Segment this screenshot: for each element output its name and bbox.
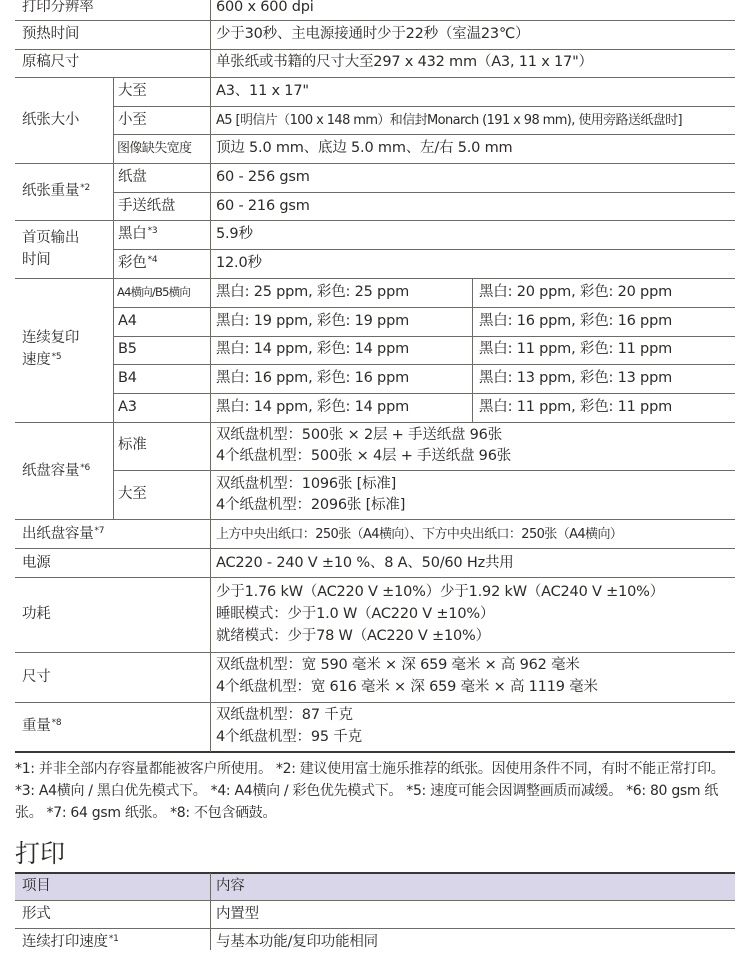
column-divider <box>210 0 211 752</box>
speed-model-b: 黑白: 11 ppm, 彩色: 11 ppm <box>479 341 672 357</box>
first-copy-color-label <box>118 253 157 274</box>
row-divider <box>15 652 735 653</box>
resolution-label: 打印分辨率 <box>22 0 94 15</box>
row-divider <box>113 134 735 135</box>
column-divider <box>210 873 211 950</box>
output-capacity-value: 上方中央出纸口：250张（A4横向）、下方中央出纸口：250张（A4横向） <box>216 527 623 542</box>
row-divider <box>113 470 735 471</box>
output-capacity-text: 出纸盘容量 <box>22 526 94 542</box>
paper-size-min-value: A5 [明信片（100 x 148 mm）和信封Monarch (191 x 98 mm), 使用旁路送纸盘时] <box>216 113 683 128</box>
bw-text: 黑白 <box>118 226 147 242</box>
original-size-value: 单张纸或书籍的尺寸大至297 x 432 mm（A3, 11 x 17"） <box>216 54 593 70</box>
output-capacity-label <box>22 524 104 545</box>
speed-size-label: A3 <box>118 399 137 415</box>
print-section-title: 打印 <box>15 839 66 868</box>
continuous-speed-label-line1: 连续复印 <box>22 330 80 346</box>
paper-size-label: 纸张大小 <box>22 112 80 128</box>
print-form-label: 形式 <box>22 906 51 922</box>
tray-capacity-label <box>22 461 90 482</box>
speed-size-label: B5 <box>118 341 137 357</box>
row-divider <box>15 49 735 50</box>
column-divider <box>113 278 114 422</box>
dimensions-label: 尺寸 <box>22 669 51 685</box>
header-content: 内容 <box>216 878 245 894</box>
dimensions-line1: 双纸盘机型：宽 590 毫米 × 深 659 毫米 × 高 962 毫米 <box>216 657 580 673</box>
column-divider <box>113 163 114 278</box>
row-divider <box>15 278 735 279</box>
row-divider <box>15 519 735 520</box>
resolution-value: 600 x 600 dpi <box>216 0 314 15</box>
row-divider <box>113 249 735 250</box>
row-divider <box>113 336 735 337</box>
tray-capacity-std-line2: 4个纸盘机型：500张 × 4层 + 手送纸盘 96张 <box>216 448 512 464</box>
paper-weight-label <box>22 181 90 202</box>
color-text: 彩色 <box>118 255 147 271</box>
tray-capacity-std-line1: 双纸盘机型：500张 × 2层 + 手送纸盘 96张 <box>216 427 502 443</box>
paper-size-max-value: A3、11 x 17" <box>216 83 309 99</box>
column-divider <box>113 77 114 163</box>
tray-capacity-std-label: 标准 <box>118 437 147 453</box>
first-copy-bw-value: 5.9秒 <box>216 226 253 242</box>
consumption-line3: 就绪模式：少于78 W（AC220 V ±10%） <box>216 628 490 644</box>
footnote-ref: *4 <box>147 255 158 265</box>
tray-capacity-max-line1: 双纸盘机型：1096张 [标准] <box>216 476 397 492</box>
paper-weight-bypass-label: 手送纸盘 <box>118 198 176 214</box>
speed-model-b: 黑白: 16 ppm, 彩色: 16 ppm <box>479 313 672 329</box>
first-copy-label-line1: 首页输出 <box>22 230 80 246</box>
footnote-ref: *7 <box>94 526 105 536</box>
row-divider <box>15 548 735 549</box>
row-divider <box>15 900 735 901</box>
row-divider <box>113 106 735 107</box>
first-copy-bw-label <box>118 224 157 245</box>
speed-model-b: 黑白: 11 ppm, 彩色: 11 ppm <box>479 399 672 415</box>
footnote-ref: *2 <box>80 183 91 193</box>
weight-line1: 双纸盘机型：87 千克 <box>216 707 353 723</box>
weight-line2: 4个纸盘机型：95 千克 <box>216 729 362 745</box>
consumption-label: 功耗 <box>22 606 51 622</box>
original-size-label: 原稿尺寸 <box>22 54 80 70</box>
first-copy-label-line2: 时间 <box>22 252 51 268</box>
speed-text: 速度 <box>22 352 51 368</box>
paper-weight-tray-label: 纸盘 <box>118 169 147 185</box>
row-divider <box>113 307 735 308</box>
table-header-background <box>15 873 735 900</box>
power-label: 电源 <box>22 555 51 571</box>
paper-size-min-label: 小至 <box>118 112 147 128</box>
continuous-speed-label-line2 <box>22 350 61 371</box>
footnote-ref: *6 <box>80 463 91 473</box>
row-divider <box>113 393 735 394</box>
print-speed-value: 与基本功能/复印功能相同 <box>216 934 378 950</box>
print-speed-text: 连续打印速度 <box>22 934 108 950</box>
speed-model-a: 黑白: 16 ppm, 彩色: 16 ppm <box>216 370 409 386</box>
tray-capacity-max-line2: 4个纸盘机型：2096张 [标准] <box>216 497 406 513</box>
paper-weight-text: 纸张重量 <box>22 183 80 199</box>
speed-size-label: A4横向/B5横向 <box>117 285 191 299</box>
row-divider <box>15 77 735 78</box>
speed-model-b: 黑白: 13 ppm, 彩色: 13 ppm <box>479 370 672 386</box>
power-value: AC220 - 240 V ±10 %、8 A、50/60 Hz共用 <box>216 555 514 571</box>
first-copy-color-value: 12.0秒 <box>216 255 262 271</box>
row-divider <box>15 220 735 221</box>
column-divider <box>472 278 473 422</box>
footnote-ref: *3 <box>147 226 158 236</box>
tray-capacity-text: 纸盘容量 <box>22 463 80 479</box>
speed-size-label: B4 <box>118 370 137 386</box>
speed-model-b: 黑白: 20 ppm, 彩色: 20 ppm <box>479 284 672 300</box>
paper-weight-tray-value: 60 - 256 gsm <box>216 169 310 185</box>
speed-model-a: 黑白: 14 ppm, 彩色: 14 ppm <box>216 341 409 357</box>
row-divider <box>15 577 735 578</box>
paper-weight-bypass-value: 60 - 216 gsm <box>216 198 310 214</box>
paper-size-max-label: 大至 <box>118 83 147 99</box>
header-item: 项目 <box>22 878 51 894</box>
row-divider <box>15 702 735 703</box>
table-top-border <box>15 872 735 874</box>
row-divider <box>15 163 735 164</box>
row-divider <box>113 192 735 193</box>
speed-model-a: 黑白: 14 ppm, 彩色: 14 ppm <box>216 399 409 415</box>
footnotes: *1: 并非全部内存容量都能被客户所使用。 *2: 建议使用富士施乐推荐的纸张。因使用条件不同，有时不能正常打印。 *3: A4横向 / 黑白优先模式下。 *4: A4横向 / 彩色优先模式下。 *5: 速度可能会因调整画质而减缓。 *6: 80 gsm 纸张。 *7: 64 gsm 纸张。 *8: 不包含硒鼓。 <box>15 761 725 821</box>
warmup-label: 预热时间 <box>22 26 80 42</box>
footnote-ref: *5 <box>51 352 62 362</box>
weight-text: 重量 <box>22 718 51 734</box>
row-divider <box>15 422 735 423</box>
speed-model-a: 黑白: 25 ppm, 彩色: 25 ppm <box>216 284 409 300</box>
image-loss-value: 顶边 5.0 mm、底边 5.0 mm、左/右 5.0 mm <box>216 140 513 156</box>
row-divider <box>15 928 735 929</box>
row-divider <box>113 364 735 365</box>
footnote-ref: *8 <box>51 718 62 728</box>
speed-model-a: 黑白: 19 ppm, 彩色: 19 ppm <box>216 313 409 329</box>
table-bottom-border <box>15 751 735 753</box>
consumption-line2: 睡眠模式：少于1.0 W（AC220 V ±10%） <box>216 606 495 622</box>
footnote-ref: *1 <box>108 934 119 944</box>
warmup-value: 少于30秒、主电源接通时少于22秒（室温23℃） <box>216 26 530 42</box>
image-loss-label: 图像缺失宽度 <box>117 141 192 156</box>
tray-capacity-max-label: 大至 <box>118 486 147 502</box>
print-form-value: 内置型 <box>216 906 259 922</box>
speed-size-label: A4 <box>118 313 137 329</box>
consumption-line1: 少于1.76 kW（AC220 V ±10%）少于1.92 kW（AC240 V ±10%） <box>216 584 665 600</box>
dimensions-line2: 4个纸盘机型：宽 616 毫米 × 深 659 毫米 × 高 1119 毫米 <box>216 679 598 695</box>
row-divider <box>15 20 735 21</box>
weight-label <box>22 716 61 737</box>
column-divider <box>113 422 114 519</box>
